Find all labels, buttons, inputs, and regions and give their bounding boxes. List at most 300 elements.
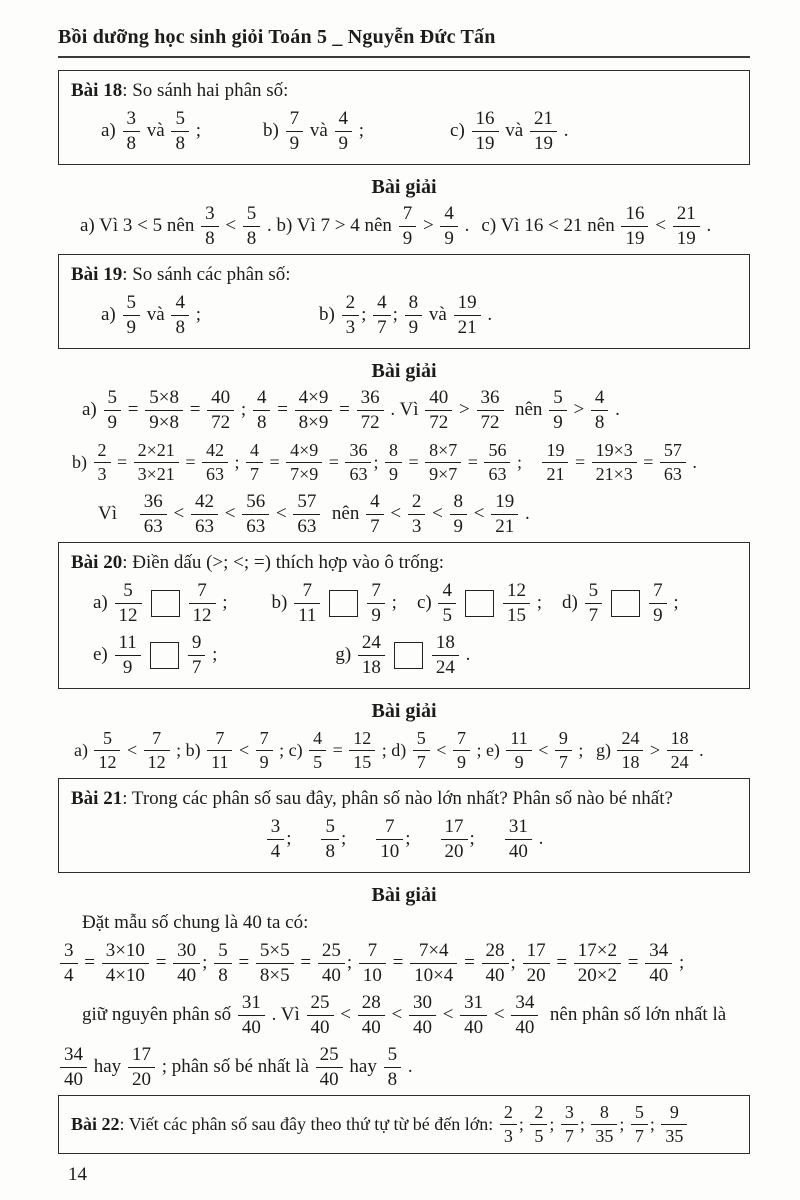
fraction-denominator: 21 bbox=[491, 514, 518, 537]
fraction-denominator: 63 bbox=[484, 462, 510, 484]
text-run: = bbox=[123, 399, 144, 420]
fraction bbox=[267, 817, 285, 862]
fraction-numerator: 17×2 bbox=[577, 939, 617, 961]
text-run: b) bbox=[271, 592, 293, 613]
fraction bbox=[645, 941, 672, 986]
spacer bbox=[588, 750, 596, 751]
fraction-denominator: 5 bbox=[530, 1124, 547, 1146]
fraction-denominator: 21×3 bbox=[592, 462, 637, 484]
fraction bbox=[453, 729, 470, 772]
fraction-denominator: 19 bbox=[673, 226, 700, 249]
text-run: c) bbox=[450, 120, 470, 141]
fraction-numerator: 30 bbox=[177, 939, 197, 961]
fraction bbox=[373, 293, 391, 338]
text-run: b) bbox=[72, 451, 92, 472]
fraction bbox=[128, 1045, 155, 1090]
text-run: ; bbox=[340, 828, 347, 849]
content-line bbox=[58, 908, 750, 937]
fraction-denominator: 8 bbox=[123, 131, 141, 154]
fraction-numerator: 5 bbox=[588, 579, 599, 601]
spacer bbox=[469, 226, 481, 227]
fraction-numerator: 7 bbox=[289, 107, 300, 129]
fraction bbox=[243, 204, 261, 249]
fraction-denominator: 40 bbox=[173, 963, 200, 986]
text-run: ; bbox=[405, 828, 411, 849]
spacer bbox=[411, 839, 439, 840]
fraction-denominator: 15 bbox=[349, 750, 375, 772]
fraction-denominator: 12 bbox=[94, 750, 120, 772]
fraction-denominator: 3 bbox=[500, 1124, 517, 1146]
fraction-numerator: 17 bbox=[444, 815, 464, 837]
text-run: < bbox=[234, 739, 254, 760]
text-run: nên phân số lớn nhất là bbox=[540, 1004, 727, 1025]
text-run: ; bbox=[286, 828, 292, 849]
fraction-numerator: 4×9 bbox=[290, 439, 319, 460]
fraction-numerator: 25 bbox=[319, 1043, 339, 1065]
fraction-denominator: 8 bbox=[591, 410, 609, 433]
fraction bbox=[384, 1045, 402, 1090]
fraction bbox=[189, 581, 216, 626]
fraction-denominator: 4×10 bbox=[102, 963, 149, 986]
text-run: < bbox=[431, 739, 451, 760]
fraction bbox=[115, 633, 141, 678]
fraction-denominator: 63 bbox=[242, 514, 269, 537]
text-run: b) bbox=[318, 304, 340, 325]
fraction bbox=[286, 109, 304, 154]
fraction bbox=[410, 941, 457, 986]
text-run: giữ nguyên phân số bbox=[82, 1004, 236, 1025]
fraction-denominator: 11 bbox=[294, 603, 320, 626]
fraction bbox=[491, 492, 518, 537]
content-line bbox=[71, 577, 737, 629]
fraction-numerator: 3 bbox=[270, 815, 281, 837]
text-run: ; bbox=[512, 451, 527, 472]
text-run: hay bbox=[89, 1056, 126, 1077]
fraction-numerator: 19 bbox=[495, 490, 515, 512]
fraction bbox=[94, 729, 120, 772]
content-line bbox=[58, 1041, 750, 1093]
fraction-numerator: 17 bbox=[526, 939, 546, 961]
text-run: = bbox=[272, 399, 293, 420]
text-run: : Trong các phân số sau đây, phân số nào lớn nhất? Phân số nào bé nhất? bbox=[122, 787, 673, 809]
fraction bbox=[523, 941, 550, 986]
text-run: ; bbox=[217, 592, 228, 613]
fraction-numerator: 5 bbox=[246, 202, 257, 224]
fraction-denominator: 35 bbox=[591, 1124, 617, 1146]
fraction-denominator: 20 bbox=[523, 963, 550, 986]
fraction bbox=[484, 441, 510, 484]
problem-box-bai-22 bbox=[58, 1095, 750, 1154]
fraction bbox=[256, 729, 273, 772]
text-run: ; bbox=[579, 1113, 590, 1134]
fraction-numerator: 2 bbox=[345, 291, 356, 313]
spacer bbox=[542, 603, 562, 604]
text-run: a) bbox=[101, 304, 121, 325]
fraction bbox=[171, 109, 189, 154]
fraction-numerator: 7×4 bbox=[418, 939, 449, 961]
text-run: e) bbox=[93, 644, 113, 665]
fraction-denominator: 12 bbox=[115, 603, 142, 626]
text-run: . bbox=[694, 739, 704, 760]
fraction-numerator: 17 bbox=[131, 1043, 151, 1065]
fraction bbox=[359, 941, 386, 986]
content-line bbox=[58, 200, 750, 252]
text-run: ; bbox=[190, 120, 201, 141]
text-run: < bbox=[335, 1004, 356, 1025]
fraction bbox=[660, 441, 686, 484]
fraction-denominator: 40 bbox=[505, 839, 532, 862]
fraction-numerator: 28 bbox=[361, 991, 381, 1013]
fraction-numerator: 9 bbox=[669, 1101, 679, 1122]
spacer bbox=[201, 131, 263, 132]
text-run: < bbox=[489, 1004, 510, 1025]
fraction-numerator: 2 bbox=[503, 1101, 513, 1122]
fraction-numerator: 16 bbox=[475, 107, 495, 129]
problem-box-bai-20 bbox=[58, 542, 750, 689]
fraction-numerator: 5 bbox=[634, 1101, 644, 1122]
fraction-numerator: 36 bbox=[143, 490, 163, 512]
content-line bbox=[58, 724, 750, 776]
text-run: ; bbox=[190, 304, 201, 325]
fraction-numerator: 3×10 bbox=[105, 939, 145, 961]
fraction-numerator: 5 bbox=[175, 107, 185, 129]
text-run: g) bbox=[335, 644, 356, 665]
text-run: = bbox=[184, 399, 206, 420]
fraction-denominator: 7 bbox=[366, 514, 384, 537]
spacer bbox=[397, 603, 417, 604]
fraction bbox=[173, 941, 200, 986]
text-run: . bbox=[558, 120, 569, 141]
fraction-numerator: 5 bbox=[107, 386, 118, 408]
fraction-numerator: 8×7 bbox=[429, 439, 458, 460]
fraction-denominator: 63 bbox=[140, 514, 167, 537]
text-run: < bbox=[168, 503, 189, 524]
text-run: = bbox=[463, 451, 483, 472]
text-run: và bbox=[142, 304, 170, 325]
fraction-denominator: 9 bbox=[440, 226, 458, 249]
text-run: . Vì bbox=[266, 1004, 305, 1025]
text-run: < bbox=[650, 215, 671, 236]
problem-label: Bài 22 bbox=[71, 1113, 120, 1134]
text-run: ; bbox=[236, 399, 251, 420]
fraction-denominator: 19 bbox=[530, 131, 557, 154]
text-run: < bbox=[469, 503, 490, 524]
fraction bbox=[376, 817, 403, 862]
text-run: . bbox=[520, 503, 530, 524]
content-line bbox=[58, 989, 750, 1041]
fraction bbox=[191, 492, 218, 537]
fraction bbox=[123, 293, 141, 338]
solution-bai-21 bbox=[58, 908, 750, 1093]
fraction-numerator: 40 bbox=[211, 386, 231, 408]
content-line bbox=[58, 488, 750, 540]
text-run: : Điền dấu (>; <; =) thích hợp vào ô trống: bbox=[122, 551, 445, 573]
text-run: g) bbox=[595, 739, 616, 760]
text-run: a) bbox=[74, 739, 93, 760]
fraction-numerator: 5 bbox=[325, 815, 335, 837]
fraction-numerator: 7 bbox=[402, 202, 413, 224]
text-run: > bbox=[645, 739, 665, 760]
text-run: : Viết các phân số sau đây theo thứ tự từ bé đến lớn: bbox=[119, 1113, 498, 1134]
fraction bbox=[253, 388, 271, 433]
fraction bbox=[123, 109, 141, 154]
content-line bbox=[71, 260, 737, 289]
fraction-numerator: 30 bbox=[412, 991, 432, 1013]
fraction-numerator: 31 bbox=[464, 991, 484, 1013]
fraction-denominator: 12 bbox=[144, 750, 170, 772]
fraction-denominator: 15 bbox=[503, 603, 530, 626]
fraction-numerator: 9 bbox=[558, 727, 568, 748]
fraction bbox=[661, 1103, 687, 1146]
text-run: : So sánh hai phân số: bbox=[122, 79, 289, 101]
fraction-numerator: 4 bbox=[377, 291, 387, 313]
fraction-numerator: 3 bbox=[564, 1101, 574, 1122]
fraction bbox=[256, 941, 294, 986]
text-run: < bbox=[533, 739, 553, 760]
fraction-numerator: 7 bbox=[385, 815, 395, 837]
fraction-numerator: 18 bbox=[435, 631, 455, 653]
fraction-numerator: 7 bbox=[259, 727, 269, 748]
text-run: < bbox=[386, 1004, 407, 1025]
solution-heading-bai-19: Bài giải bbox=[371, 360, 437, 382]
fraction bbox=[425, 441, 461, 484]
fraction bbox=[207, 729, 232, 772]
fraction-numerator: 11 bbox=[510, 727, 528, 748]
text-run: . bbox=[403, 1056, 413, 1077]
answer-blank-box bbox=[329, 590, 358, 617]
fraction-denominator: 19 bbox=[621, 226, 648, 249]
text-run: ; bbox=[373, 451, 383, 472]
fraction-numerator: 36 bbox=[349, 439, 368, 460]
text-run: ; bbox=[346, 952, 357, 973]
fraction bbox=[293, 492, 320, 537]
text-run: = bbox=[264, 451, 285, 472]
text-run: = bbox=[551, 952, 572, 973]
text-run: a) bbox=[93, 592, 113, 613]
fraction bbox=[592, 441, 637, 484]
fraction bbox=[621, 204, 648, 249]
content-line bbox=[71, 784, 737, 813]
answer-blank-box bbox=[394, 642, 423, 669]
fraction-denominator: 8×9 bbox=[295, 410, 333, 433]
fraction-denominator: 40 bbox=[316, 1067, 343, 1090]
text-run: = bbox=[459, 952, 480, 973]
text-run: = bbox=[387, 952, 409, 973]
content-line bbox=[58, 937, 750, 989]
fraction bbox=[503, 581, 530, 626]
fraction-denominator: 40 bbox=[511, 1015, 538, 1038]
text-run: = bbox=[623, 952, 644, 973]
text-run: ; bbox=[386, 592, 397, 613]
text-run: < bbox=[219, 503, 241, 524]
fraction-numerator: 21 bbox=[533, 107, 553, 129]
text-run: Đặt mẫu số chung là 40 ta có: bbox=[82, 911, 309, 933]
text-run: c) Vì 16 < 21 nên bbox=[481, 215, 620, 236]
fraction-numerator: 7 bbox=[197, 579, 207, 601]
fraction bbox=[358, 993, 385, 1038]
fraction-numerator: 5 bbox=[387, 1043, 398, 1065]
fraction-denominator: 8 bbox=[171, 315, 189, 338]
fraction-numerator: 5 bbox=[126, 291, 137, 313]
fraction-numerator: 4 bbox=[175, 291, 185, 313]
fraction-numerator: 25 bbox=[310, 991, 330, 1013]
page-header bbox=[58, 24, 750, 58]
fraction-denominator: 7 bbox=[561, 1124, 578, 1146]
text-run: > bbox=[568, 399, 589, 420]
fraction-numerator: 18 bbox=[670, 727, 689, 748]
text-run: d) bbox=[562, 592, 583, 613]
fraction-numerator: 24 bbox=[621, 727, 640, 748]
fraction-denominator: 40 bbox=[307, 1015, 334, 1038]
fraction bbox=[432, 633, 459, 678]
fraction-numerator: 9 bbox=[191, 631, 202, 653]
fraction-numerator: 19 bbox=[546, 439, 565, 460]
solution-heading-bai-20: Bài giải bbox=[371, 700, 437, 722]
text-run: ; bbox=[392, 304, 403, 325]
fraction bbox=[385, 441, 402, 484]
fraction-denominator: 40 bbox=[60, 1067, 87, 1090]
spacer bbox=[201, 315, 319, 316]
spacer bbox=[346, 839, 374, 840]
fraction bbox=[673, 204, 700, 249]
text-run: = bbox=[570, 451, 590, 472]
fraction bbox=[454, 293, 481, 338]
text-run: ; bbox=[202, 952, 213, 973]
fraction-numerator: 19 bbox=[457, 291, 477, 313]
fraction-denominator: 18 bbox=[358, 655, 385, 678]
text-run: ; bbox=[229, 451, 244, 472]
fraction-denominator: 4 bbox=[267, 839, 285, 862]
fraction-denominator: 3 bbox=[342, 315, 360, 338]
text-run: > bbox=[418, 215, 439, 236]
content-line bbox=[71, 1098, 737, 1150]
fraction bbox=[574, 941, 621, 986]
fraction-denominator: 40 bbox=[482, 963, 509, 986]
fraction-denominator: 9×7 bbox=[425, 462, 461, 484]
fraction-numerator: 24 bbox=[361, 631, 381, 653]
fraction bbox=[555, 729, 572, 772]
text-run: ; bbox=[354, 120, 365, 141]
fraction-numerator: 12 bbox=[353, 727, 372, 748]
fraction-numerator: 5 bbox=[123, 579, 133, 601]
text-run: nên bbox=[322, 503, 365, 524]
fraction bbox=[505, 817, 532, 862]
fraction-numerator: 3 bbox=[205, 202, 215, 224]
text-run: . Vì bbox=[385, 399, 424, 420]
solution-heading-bai-21: Bài giải bbox=[371, 884, 437, 906]
fraction-denominator: 18 bbox=[617, 750, 643, 772]
fraction-denominator: 7 bbox=[413, 750, 430, 772]
fraction-numerator: 31 bbox=[508, 815, 528, 837]
content-line bbox=[58, 436, 750, 488]
text-run: ; bbox=[207, 644, 218, 665]
fraction-numerator: 34 bbox=[515, 991, 535, 1013]
text-run: ; d) bbox=[377, 739, 411, 760]
page-number: 14 bbox=[68, 1164, 87, 1185]
text-run: < bbox=[122, 739, 142, 760]
fraction bbox=[171, 293, 189, 338]
fraction bbox=[60, 1045, 87, 1090]
fraction-numerator: 3 bbox=[126, 107, 137, 129]
text-run: ; bbox=[510, 952, 521, 973]
fraction-numerator: 19×3 bbox=[595, 439, 633, 460]
problem-label: Bài 20 bbox=[71, 551, 123, 573]
problem-box-bai-18 bbox=[58, 70, 750, 165]
fraction bbox=[408, 492, 426, 537]
fraction-denominator: 72 bbox=[357, 410, 384, 433]
fraction bbox=[542, 441, 568, 484]
fraction bbox=[511, 993, 538, 1038]
solution-heading-bai-18: Bài giải bbox=[371, 176, 437, 198]
text-run: nên bbox=[505, 399, 548, 420]
fraction-numerator: 4 bbox=[444, 202, 454, 224]
fraction bbox=[358, 633, 385, 678]
fraction-denominator: 20 bbox=[441, 839, 468, 862]
text-run: = bbox=[150, 952, 172, 973]
fraction-denominator: 9 bbox=[549, 410, 567, 433]
fraction-denominator: 5 bbox=[438, 603, 456, 626]
fraction-denominator: 9 bbox=[453, 750, 470, 772]
fraction-denominator: 21 bbox=[542, 462, 568, 484]
fraction-numerator: 16 bbox=[625, 202, 645, 224]
fraction-numerator: 11 bbox=[118, 631, 137, 653]
fraction-denominator: 9×8 bbox=[145, 410, 183, 433]
spacer bbox=[217, 655, 335, 656]
fraction bbox=[202, 441, 228, 484]
text-run: = bbox=[112, 451, 132, 472]
fraction-denominator: 63 bbox=[202, 462, 228, 484]
fraction-numerator: 57 bbox=[297, 490, 317, 512]
text-run: > bbox=[454, 399, 475, 420]
fraction-denominator: 21 bbox=[454, 315, 481, 338]
text-run: ; c) bbox=[274, 739, 308, 760]
text-run: a) bbox=[82, 399, 102, 420]
fraction-denominator: 9 bbox=[256, 750, 273, 772]
fraction bbox=[472, 109, 499, 154]
fraction-numerator: 5×5 bbox=[259, 939, 290, 961]
fraction-denominator: 3×21 bbox=[134, 462, 179, 484]
text-run: = bbox=[638, 451, 658, 472]
fraction bbox=[482, 941, 509, 986]
fraction-denominator: 9 bbox=[286, 131, 304, 154]
fraction-numerator: 56 bbox=[488, 439, 507, 460]
spacer bbox=[291, 839, 319, 840]
fraction bbox=[413, 729, 430, 772]
fraction bbox=[140, 492, 167, 537]
fraction-numerator: 7 bbox=[152, 727, 162, 748]
text-run: và bbox=[142, 120, 170, 141]
fraction-denominator: 8 bbox=[201, 226, 219, 249]
fraction-denominator: 40 bbox=[238, 1015, 265, 1038]
fraction-numerator: 4 bbox=[338, 107, 348, 129]
text-run: < bbox=[220, 215, 241, 236]
fraction-denominator: 40 bbox=[358, 1015, 385, 1038]
fraction-numerator: 7 bbox=[371, 579, 381, 601]
fraction bbox=[335, 109, 353, 154]
fraction bbox=[321, 817, 339, 862]
text-run: ; bbox=[518, 1113, 529, 1134]
fraction-denominator: 9 bbox=[123, 315, 141, 338]
book-title: Bồi dưỡng học sinh giỏi Toán 5 _ Nguyễn Đức Tấn bbox=[58, 26, 496, 48]
fraction-denominator: 7 bbox=[631, 1124, 648, 1146]
fraction bbox=[591, 1103, 617, 1146]
fraction-numerator: 2×21 bbox=[137, 439, 175, 460]
fraction-denominator: 40 bbox=[460, 1015, 487, 1038]
text-run: ; bbox=[361, 304, 372, 325]
fraction bbox=[460, 993, 487, 1038]
fraction-numerator: 3 bbox=[64, 939, 74, 961]
text-run: ; bbox=[549, 1113, 559, 1134]
